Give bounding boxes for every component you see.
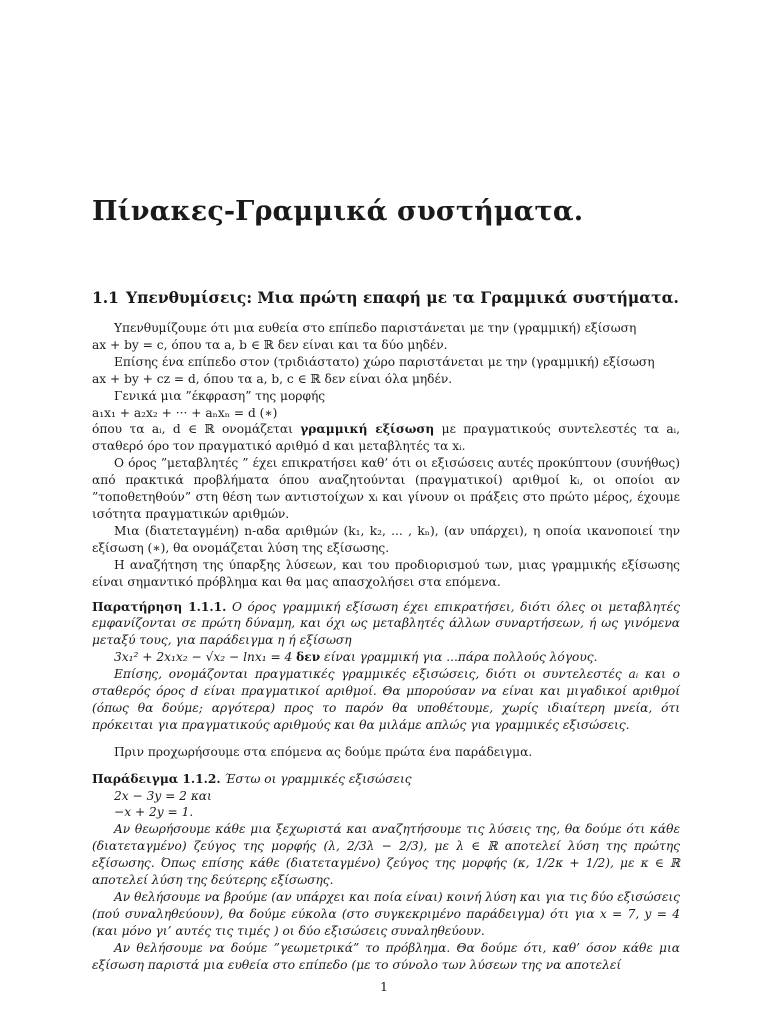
- paragraph: Μια (διατεταγμένη) n-αδα αριθμών (k₁, k₂, ... , kₙ), (αν υπάρχει), η οποία ικανοποιεί την εξίσωση (∗), θα ονομάζεται λύση της εξίσωσης.: [92, 523, 680, 555]
- page-number: 1: [380, 979, 388, 994]
- equation-emphasis: δεν: [296, 650, 321, 665]
- equation-line: a₁x₁ + a₂x₂ + ··· + aₙxₙ = d (∗): [92, 405, 278, 420]
- remark-label: Παρατήρηση 1.1.1.: [92, 599, 227, 614]
- paragraph: [92, 421, 680, 455]
- text-run: με πραγματικούς συντελεστές τα aᵢ, σταθερό όρο τον πραγματικό αριθμό d και μεταβλητές τα xᵢ.: [92, 422, 681, 454]
- remark-text: Ο όρος γραμμική εξίσωση έχει επικρατήσει, διότι όλες οι μεταβλητές εμφανίζονται σε πρώτη δύναμη, και όχι ως μεταβλητές άλλων συναρτήσεων, ή ως γινόμενα μεταξύ τους, για παράδειγμα η ή εξίσωση: [92, 599, 680, 648]
- example-text: Έστω οι γραμμικές εξισώσεις: [220, 771, 412, 786]
- spacer: [92, 761, 680, 771]
- equation-line: ax + by = c, όπου τα a, b ∈ ℝ δεν είναι και τα δύο μηδέν.: [92, 337, 448, 352]
- section-number: 1.1: [92, 288, 119, 307]
- remark-continuation: Επίσης, ονομάζονται πραγματικές γραμμικές εξισώσεις, διότι οι συντελεστές aᵢ και ο σταθερός όρος d είναι πραγματικοί αριθμοί. Θα μπορούσαν να είναι και μιγαδικοί αριθμοί (όπως θα δούμε; αργότερα) προς το παρόν θα υποθέτουμε, χωρίς ιδιαίτερη μνεία, ότι πρόκειται για πραγματικούς αριθμούς και θα μιλάμε απλώς για γραμμικές εξισώσεις.: [92, 667, 680, 732]
- paragraph: Γενικά μια ”έκφραση” της μορφής: [114, 388, 326, 403]
- spacer: [92, 591, 680, 599]
- text-run: όπου τα aᵢ, d ∈ ℝ ονομάζεται: [92, 422, 301, 437]
- paragraph: Ο όρος ”μεταβλητές ” έχει επικρατήσει καθ’ ότι οι εξισώσεις αυτές προκύπτουν (συνήθως) από πρακτικά προβλήματα όπου αναζητούνται (πραγματικοί) αριθμοί kᵢ, οι οποίοι αν ”τοποθετηθούν” στη θέση των αντιστοίχων xᵢ και γίνουν οι πράξεις στο πρώτο μέρος, έχουμε ισότητα πραγματικών αριθμών.: [92, 456, 680, 521]
- section-body: [92, 320, 680, 974]
- example-paragraph: Αν θεωρήσουμε κάθε μια ξεχωριστά και αναζητήσουμε τις λύσεις της, θα δούμε ότι κάθε (διατεταγμένο) ζεύγος της μορφής (λ, 2/3λ − 2/3), με λ ∈ ℝ αποτελεί λύση της πρώτης εξίσωσης. Όπως επίσης κάθε (διατεταγμένο) ζεύγος της μορφής (κ, 1/2κ + 1/2), με κ ∈ ℝ αποτελεί λύση της δεύτερης εξίσωσης.: [92, 822, 680, 888]
- example-equation-2: −x + 2y = 1.: [114, 805, 194, 820]
- equation: 3x₁² + 2x₁x₂ − √x₂ − lnx₁ = 4: [114, 650, 297, 665]
- example-label: Παράδειγμα 1.1.2.: [92, 771, 221, 786]
- transition-paragraph: Πριν προχωρήσουμε στα επόμενα ας δούμε πρώτα ένα παράδειγμα.: [114, 744, 533, 759]
- spacer: [92, 734, 680, 744]
- example-paragraph: Αν θελήσουμε να βρούμε (αν υπάρχει και ποία είναι) κοινή λύση και για τις δύο εξισώσεις (πού συναληθεύουν), θα δούμε εύκολα (στο συγκεκριμένο παράδειγμα) ότι για x = 7, y = 4 (και μόνο γι’ αυτές τις τιμές ) οι δύο εξισώσεις συναληθεύουν.: [92, 890, 680, 938]
- remark: [92, 599, 680, 650]
- example-equation-1: 2x − 3y = 2 και: [114, 788, 212, 803]
- example: [92, 771, 680, 788]
- example-paragraph: Αν θελήσουμε να δούμε ”γεωμετρικά” το πρόβλημα. Θα δούμε ότι, καθ’ όσον κάθε μια εξίσωση παριστά μια ευθεία στο επίπεδο (με το σύνολο των λύσεων της να αποτελεί: [92, 940, 680, 972]
- section-title: Υπενθυμίσεις: Μια πρώτη επαφή με τα Γραμμικά συστήματα.: [126, 288, 679, 307]
- chapter-title: Πίνακες-Γραμμικά συστήματα.: [92, 196, 584, 227]
- section-heading: [92, 288, 679, 307]
- paragraph: Επίσης ένα επίπεδο στον (τριδιάστατο) χώρο παριστάνεται με την (γραμμική) εξίσωση: [114, 354, 655, 369]
- term-linear-equation: γραμμική εξίσωση: [300, 422, 435, 437]
- text-run: είναι γραμμική για ...πάρα πολλούς λόγους.: [320, 650, 598, 665]
- paragraph: Υπενθυμίζουμε ότι μια ευθεία στο επίπεδο παριστάνεται με την (γραμμική) εξίσωση: [114, 321, 637, 335]
- remark-equation: [92, 649, 680, 666]
- paragraph: Η αναζήτηση της ύπαρξης λύσεων, και του προδιορισμού των, μιας γραμμικής εξίσωσης είναι σημαντικό πρόβλημα και θα μας απασχολήσει στα επόμενα.: [92, 557, 680, 589]
- equation-line: ax + by + cz = d, όπου τα a, b, c ∈ ℝ δεν είναι όλα μηδέν.: [92, 371, 453, 386]
